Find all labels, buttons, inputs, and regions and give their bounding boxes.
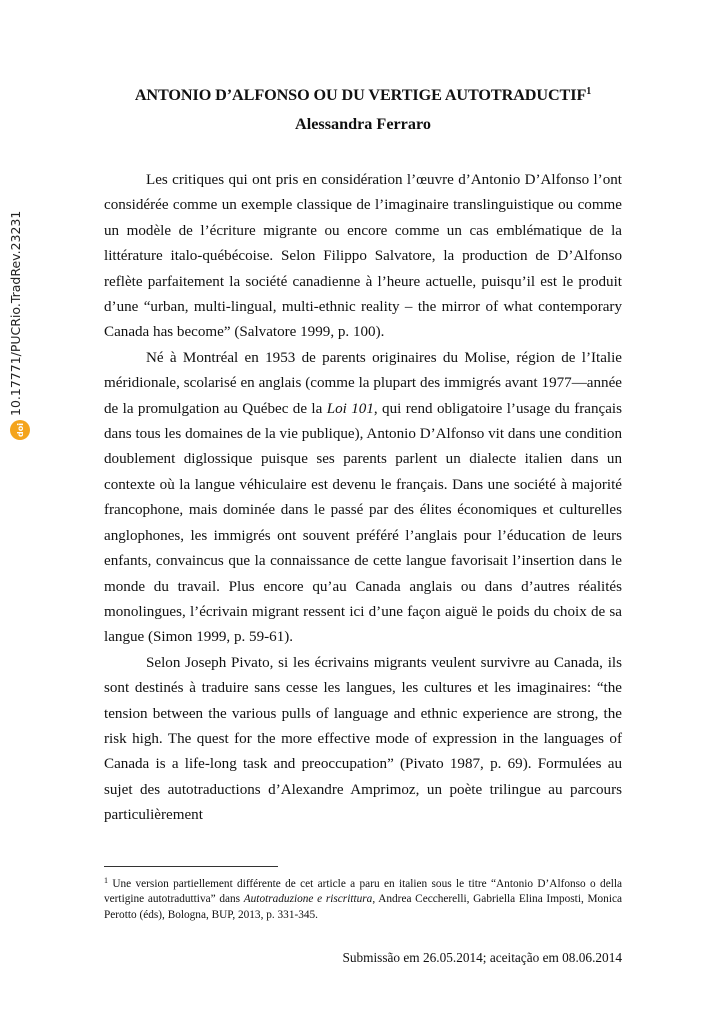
- title-footnote-marker: 1: [586, 86, 592, 97]
- doi-identifier[interactable]: 10.17771/PUCRio.TradRev.23231: [8, 210, 23, 416]
- doi-sidebar: [6, 210, 34, 446]
- paragraph-2-part-b: , qui rend obligatoire l’usage du français dans tous les domaines de la vie publique), Antonio D’Alfonso vit dans une condition doublement diglossique puisque ses parents parlent un dialecte italien dans un contexte où la langue véhiculaire est devenu le français. Dans une société à majorité francophone, mais dominée dans le passé par des élites économiques et culturelles anglophones, les immigrés ont souvent préféré l’anglais pour l’éducation de leurs enfants, convaincus que la connaissance de cette langue favorisait l’insertion dans le monde du travail. Plus encore qu’au Canada anglais ou dans d’autres réalités monolingues, l’écrivain migrant ressent ici d’une façon aiguë le poids du choix de sa langue (Simon 1999, p. 59-61).: [104, 400, 622, 646]
- footnote-text-a: Une version partiellement différente de cet article a paru en italien sous le titre “Antonio D’Alfonso o della vertigine autotraduttiva” dans: [104, 878, 622, 906]
- law-name: Loi 101: [326, 400, 374, 417]
- title-text: ANTONIO D’ALFONSO OU DU VERTIGE AUTOTRADUCTIF: [134, 86, 587, 104]
- footnote-book-title: Autotraduzione e riscrittura: [243, 893, 373, 906]
- footnote-text-b: , Andrea Ceccherelli, Gabriella Elina Imposti, Monica Perotto (éds), Bologna, BUP, 2013, p. 331-345.: [104, 893, 622, 921]
- paragraph-2-part-a: Né à Montréal en 1953 de parents originaires du Molise, région de l’Italie méridionale, scolarisé en anglais (comme la plupart des immigrés avant 1977—année de la promulgation au Québec de la: [104, 349, 622, 417]
- article-body: [104, 168, 622, 829]
- paragraph-1: Les critiques qui ont pris en considération l’œuvre d’Antonio D’Alfonso l’ont considérée comme un exemple classique de l’imaginaire translinguistique ou comme un modèle de l’écriture migrante ou encore comme un cas emblématique de la littérature italo-québécoise. Selon Filippo Salvatore, la production de D’Alfonso reflète parfaitement la société canadienne à l’heure actuelle, puisqu’il est le produit d’une “urban, multi-lingual, multi-ethnic reality – the mirror of what contemporary Canada has become” (Salvatore 1999, p. 100).: [104, 172, 622, 341]
- author-name: Alessandra Ferraro: [295, 115, 431, 133]
- submission-dates: Submissão em 26.05.2014; aceitação em 08.06.2014: [342, 950, 622, 965]
- footnote-1: [104, 873, 622, 923]
- paragraph-2: [104, 346, 622, 651]
- doi-icon: doi: [10, 420, 30, 440]
- paragraph-3: Selon Joseph Pivato, si les écrivains migrants veulent survivre au Canada, ils sont destinés à traduire sans cesse les langues, les cultures et les imaginaires: “the tension between the various pulls of language and ethnic experience are strong, the risk high. The quest for the more effective mode of expression in the languages of Canada is a life-long task and preoccupation” (Pivato 1987, p. 69). Formulées au sujet des autotraductions d’Alexandre Amprimoz, un poète trilingue au parcours particulièrement: [104, 654, 622, 824]
- footnote-marker: 1: [104, 876, 108, 885]
- article-title: [104, 86, 622, 105]
- footnote-divider: [104, 866, 278, 867]
